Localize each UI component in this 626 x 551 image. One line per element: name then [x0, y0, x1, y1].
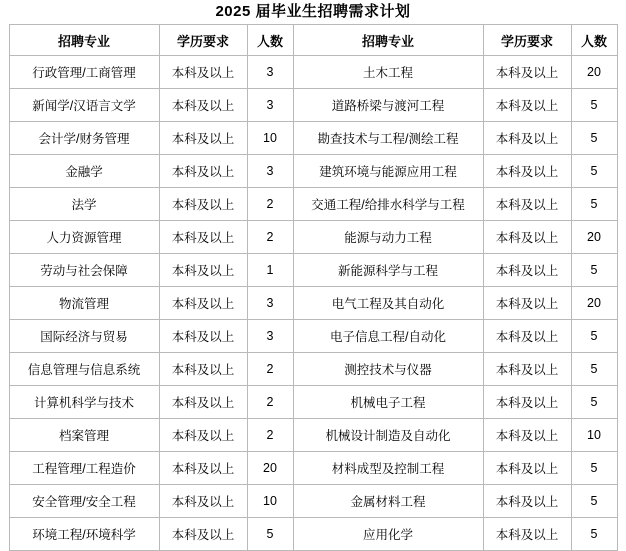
cell-major: 会计学/财务管理: [9, 122, 159, 155]
cell-count: 3: [247, 56, 293, 89]
cell-count: 5: [571, 353, 617, 386]
table-row: [9, 155, 617, 188]
cell-degree: 本科及以上: [159, 353, 247, 386]
column-header-major-left: 招聘专业: [9, 25, 159, 56]
column-header-degree-left: 学历要求: [159, 25, 247, 56]
cell-degree: 本科及以上: [159, 452, 247, 485]
cell-degree: 本科及以上: [159, 287, 247, 320]
cell-count: 3: [247, 89, 293, 122]
cell-count: 5: [571, 122, 617, 155]
cell-major: 劳动与社会保障: [9, 254, 159, 287]
cell-count: 5: [571, 518, 617, 551]
cell-major: 物流管理: [9, 287, 159, 320]
cell-count: 5: [571, 485, 617, 518]
cell-degree: 本科及以上: [159, 419, 247, 452]
table-row: [9, 353, 617, 386]
cell-major: 测控技术与仪器: [293, 353, 483, 386]
cell-major: 计算机科学与技术: [9, 386, 159, 419]
cell-count: 3: [247, 287, 293, 320]
cell-major: 新闻学/汉语言文学: [9, 89, 159, 122]
cell-count: 5: [247, 518, 293, 551]
table-row: [9, 320, 617, 353]
cell-degree: 本科及以上: [159, 386, 247, 419]
cell-count: 2: [247, 419, 293, 452]
table-row: [9, 518, 617, 551]
cell-major: 行政管理/工商管理: [9, 56, 159, 89]
page-title: 2025 届毕业生招聘需求计划: [215, 3, 411, 20]
cell-major: 能源与动力工程: [293, 221, 483, 254]
cell-major: 机械电子工程: [293, 386, 483, 419]
column-header-count-left: 人数: [247, 25, 293, 56]
table-row: [9, 485, 617, 518]
table-row: [9, 287, 617, 320]
cell-degree: 本科及以上: [483, 452, 571, 485]
cell-count: 3: [247, 155, 293, 188]
cell-degree: 本科及以上: [483, 155, 571, 188]
cell-count: 1: [247, 254, 293, 287]
cell-major: 新能源科学与工程: [293, 254, 483, 287]
cell-degree: 本科及以上: [483, 122, 571, 155]
cell-count: 5: [571, 188, 617, 221]
table-row: [9, 188, 617, 221]
cell-degree: 本科及以上: [159, 188, 247, 221]
cell-degree: 本科及以上: [483, 287, 571, 320]
cell-major: 机械设计制造及自动化: [293, 419, 483, 452]
recruitment-plan-table: [9, 24, 618, 551]
cell-degree: 本科及以上: [159, 122, 247, 155]
cell-degree: 本科及以上: [483, 485, 571, 518]
cell-degree: 本科及以上: [159, 155, 247, 188]
cell-degree: 本科及以上: [159, 56, 247, 89]
column-header-degree-right: 学历要求: [483, 25, 571, 56]
table-row: [9, 254, 617, 287]
table-row: [9, 452, 617, 485]
cell-count: 2: [247, 188, 293, 221]
cell-major: 金融学: [9, 155, 159, 188]
cell-degree: 本科及以上: [159, 485, 247, 518]
cell-count: 20: [247, 452, 293, 485]
cell-major: 工程管理/工程造价: [9, 452, 159, 485]
cell-degree: 本科及以上: [159, 89, 247, 122]
cell-major: 金属材料工程: [293, 485, 483, 518]
cell-major: 建筑环境与能源应用工程: [293, 155, 483, 188]
cell-count: 20: [571, 56, 617, 89]
cell-major: 道路桥梁与渡河工程: [293, 89, 483, 122]
cell-degree: 本科及以上: [159, 518, 247, 551]
cell-count: 10: [247, 122, 293, 155]
cell-count: 10: [247, 485, 293, 518]
cell-count: 5: [571, 89, 617, 122]
cell-count: 5: [571, 254, 617, 287]
cell-count: 2: [247, 221, 293, 254]
cell-count: 5: [571, 155, 617, 188]
cell-degree: 本科及以上: [483, 89, 571, 122]
table-row: [9, 386, 617, 419]
cell-count: 20: [571, 221, 617, 254]
cell-major: 土木工程: [293, 56, 483, 89]
cell-count: 20: [571, 287, 617, 320]
cell-degree: 本科及以上: [483, 419, 571, 452]
cell-degree: 本科及以上: [159, 320, 247, 353]
cell-degree: 本科及以上: [483, 221, 571, 254]
cell-major: 档案管理: [9, 419, 159, 452]
cell-major: 安全管理/安全工程: [9, 485, 159, 518]
cell-major: 交通工程/给排水科学与工程: [293, 188, 483, 221]
table-row: [9, 89, 617, 122]
cell-major: 信息管理与信息系统: [9, 353, 159, 386]
cell-count: 5: [571, 320, 617, 353]
cell-major: 环境工程/环境科学: [9, 518, 159, 551]
table-row: [9, 221, 617, 254]
cell-count: 2: [247, 353, 293, 386]
table-header-row: [9, 25, 617, 56]
cell-major: 国际经济与贸易: [9, 320, 159, 353]
column-header-count-right: 人数: [571, 25, 617, 56]
cell-major: 材料成型及控制工程: [293, 452, 483, 485]
cell-major: 电气工程及其自动化: [293, 287, 483, 320]
cell-count: 3: [247, 320, 293, 353]
cell-degree: 本科及以上: [483, 254, 571, 287]
cell-degree: 本科及以上: [483, 56, 571, 89]
cell-count: 2: [247, 386, 293, 419]
cell-count: 10: [571, 419, 617, 452]
table-row: [9, 419, 617, 452]
cell-degree: 本科及以上: [483, 518, 571, 551]
cell-degree: 本科及以上: [483, 188, 571, 221]
column-header-major-right: 招聘专业: [293, 25, 483, 56]
table-row: [9, 56, 617, 89]
table-row: [9, 122, 617, 155]
cell-major: 人力资源管理: [9, 221, 159, 254]
cell-major: 应用化学: [293, 518, 483, 551]
cell-degree: 本科及以上: [483, 353, 571, 386]
cell-degree: 本科及以上: [483, 386, 571, 419]
cell-major: 勘查技术与工程/测绘工程: [293, 122, 483, 155]
cell-major: 法学: [9, 188, 159, 221]
cell-major: 电子信息工程/自动化: [293, 320, 483, 353]
cell-count: 5: [571, 452, 617, 485]
cell-count: 5: [571, 386, 617, 419]
cell-degree: 本科及以上: [483, 320, 571, 353]
cell-degree: 本科及以上: [159, 254, 247, 287]
cell-degree: 本科及以上: [159, 221, 247, 254]
